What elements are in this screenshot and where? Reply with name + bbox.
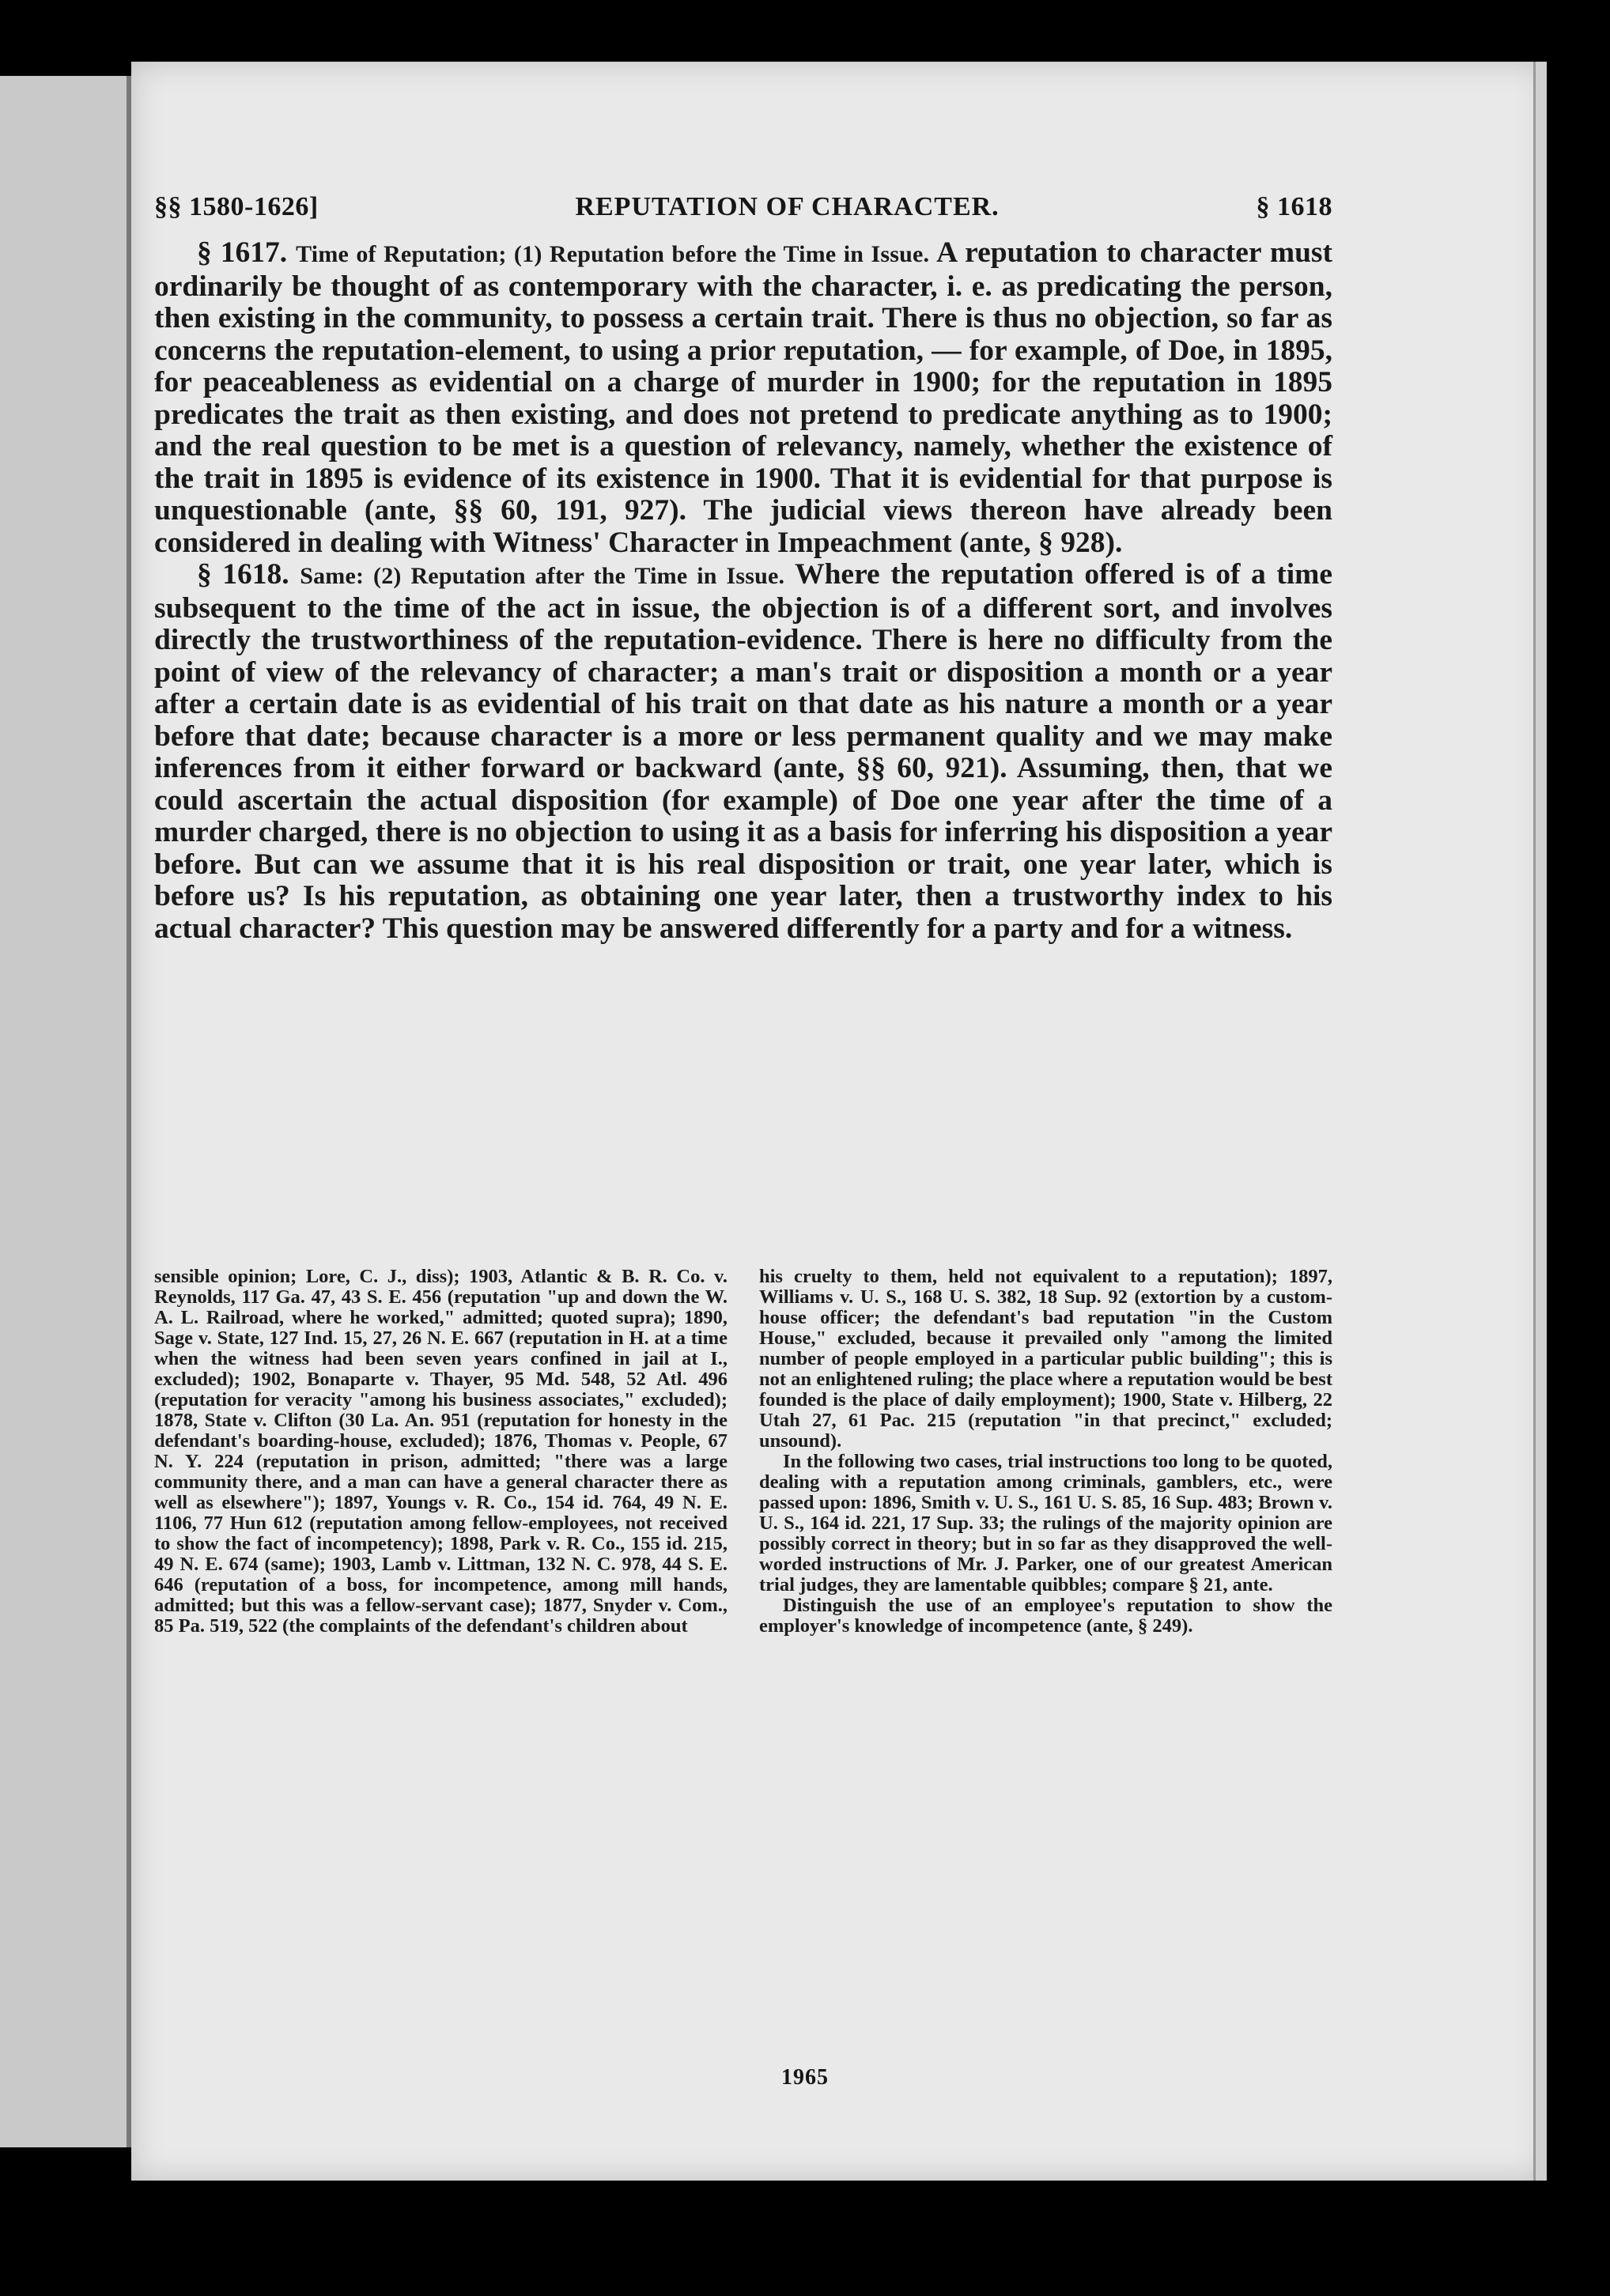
footnote-text: sensible opinion; Lore, C. J., diss); 1903, Atlantic & B. R. Co. v. Reynolds, 117 Ga. 47, 43 S. E. 456 (reputation "up and down the W. A. L. Railroad, where he worked," admitted; quoted supra); 1890, Sage v. State, 127 Ind. 15, 27, 26 N. E. 667 (reputation in H. at a time when the witness had been seven years confined in jail at I., excluded); 1902, Bonaparte v. Thayer, 95 Md. 548, 52 Atl. 496 (reputation for veracity "among his business associates," excluded); 1878, State v. Clifton (30 La. An. 951 (reputation for honesty in the defendant's boarding-house, excluded); 1876, Thomas v. People, 67 N. Y. 224 (reputation in prison, admitted; "there was a large community there, and a man can have a general character there as well as elsewhere"); 1897, Youngs v. R. Co., 154 id. 764, 49 N. E. 1106, 77 Hun 612 (reputation among fellow-employees, not received to show the fact of incompetency); 1898, Park v. R. Co., 155 id. 215, 49 N. E. 674 (same); 1903, Lamb v. Littman, 132 N. C. 978, 44 S. E. 646 (reputation of a boss, for incompetence, among mill hands, admitted; but this was a fellow-servant case); 1877, Snyder v. Com., 85 Pa. 519, 522 (the complaints of the defendant's children about [154, 1266, 728, 1637]
footnote-paragraph: In the following two cases, trial instructions too long to be quoted, dealing with a reputation among criminals, gamblers, etc., were passed upon: 1896, Smith v. U. S., 161 U. S. 85, 16 Sup. 483; Brown v. U. S., 164 id. 221, 17 Sup. 33; the rulings of the majority opinion are possibly correct in theory; but in so far as they disapproved the well-worded instructions of Mr. J. Parker, one of our greatest American trial judges, they are lamentable quibbles; compare § 21, ante. [759, 1451, 1332, 1595]
section-body: A reputation to character must ordinarily be thought of as contemporary with the character, i. e. as predicating the person, then existing in the community, to possess a certain trait. There is thus no objection, so far as concerns the reputation-element, to using a prior reputation, — for example, of Doe, in 1895, for peaceableness as evidential on a charge of murder in 1900; for the reputation in 1895 predicates the trait as then existing, and does not pretend to predicate anything as to 1900; and the real question to be met is a question of relevancy, namely, whether the existence of the trait in 1895 is evidence of its existence in 1900. That it is evidential for that purpose is unquestionable (ante, §§ 60, 191, 927). The judicial views thereon have already been considered in dealing with Witness' Character in Impeachment (ante, § 928). [154, 236, 1333, 559]
main-text [154, 237, 1332, 945]
footnote-text: his cruelty to them, held not equivalent to a reputation); 1897, Williams v. U. S., 168 U. S. 382, 18 Sup. 92 (extortion by a custom-house officer; the defendant's bad reputation "in the Custom House," excluded, because it prevailed only "among the limited number of people employed in a particular public building"; this is not an enlightened ruling; the place where a reputation would be best founded is the place of daily employment); 1900, State v. Hilberg, 22 Utah 27, 61 Pac. 215 (reputation "in that precinct," excluded; unsound). [759, 1266, 1332, 1452]
footnotes [154, 1267, 1332, 1637]
section-body: Where the reputation offered is of a time subsequent to the time of the act in issue, the objection is of a different sort, and involves directly the trustworthiness of the reputation-evidence. There is here no difficulty from the point of view of the relevancy of character; a man's trait or disposition a month or a year after a certain date is as evidential of his trait on that date as his nature a month or a year before that date; because character is a more or less permanent quality and we may make inferences from it either forward or backward (ante, §§ 60, 921). Assuming, then, that we could ascertain the actual disposition (for example) of Doe one year after the time of a murder charged, there is no objection to using it as a basis for inferring his disposition a year before. But can we assume that it is his real disposition or trait, one year later, which is before us? Is his reputation, as obtaining one year later, then a trustworthy index to his actual character? This question may be answered differently for a party and for a witness. [154, 558, 1333, 945]
scan-left-page-edge [0, 76, 131, 2147]
running-head-title: REPUTATION OF CHARACTER. [575, 192, 1000, 221]
running-head-section-range: §§ 1580-1626] [154, 192, 319, 221]
page-binding-edge [1533, 62, 1547, 2181]
section-heading: Same: (2) Reputation after the Time in Issue. [300, 563, 785, 589]
section-number: § 1617. [197, 236, 288, 269]
section-heading: Time of Reputation; (1) Reputation before the Time in Issue. [296, 241, 930, 267]
section-number: § 1618. [197, 558, 289, 591]
running-head-current-section: § 1618 [1256, 192, 1332, 221]
section-1618 [154, 559, 1332, 945]
page-number: 1965 [781, 2065, 829, 2090]
running-head [154, 192, 1332, 224]
footnote-paragraph: Distinguish the use of an employee's reputation to show the employer's knowledge of incompetence (ante, § 249). [759, 1595, 1332, 1637]
section-1617 [154, 237, 1332, 559]
footnotes-right-column [759, 1267, 1332, 1637]
footnotes-left-column [154, 1267, 728, 1637]
